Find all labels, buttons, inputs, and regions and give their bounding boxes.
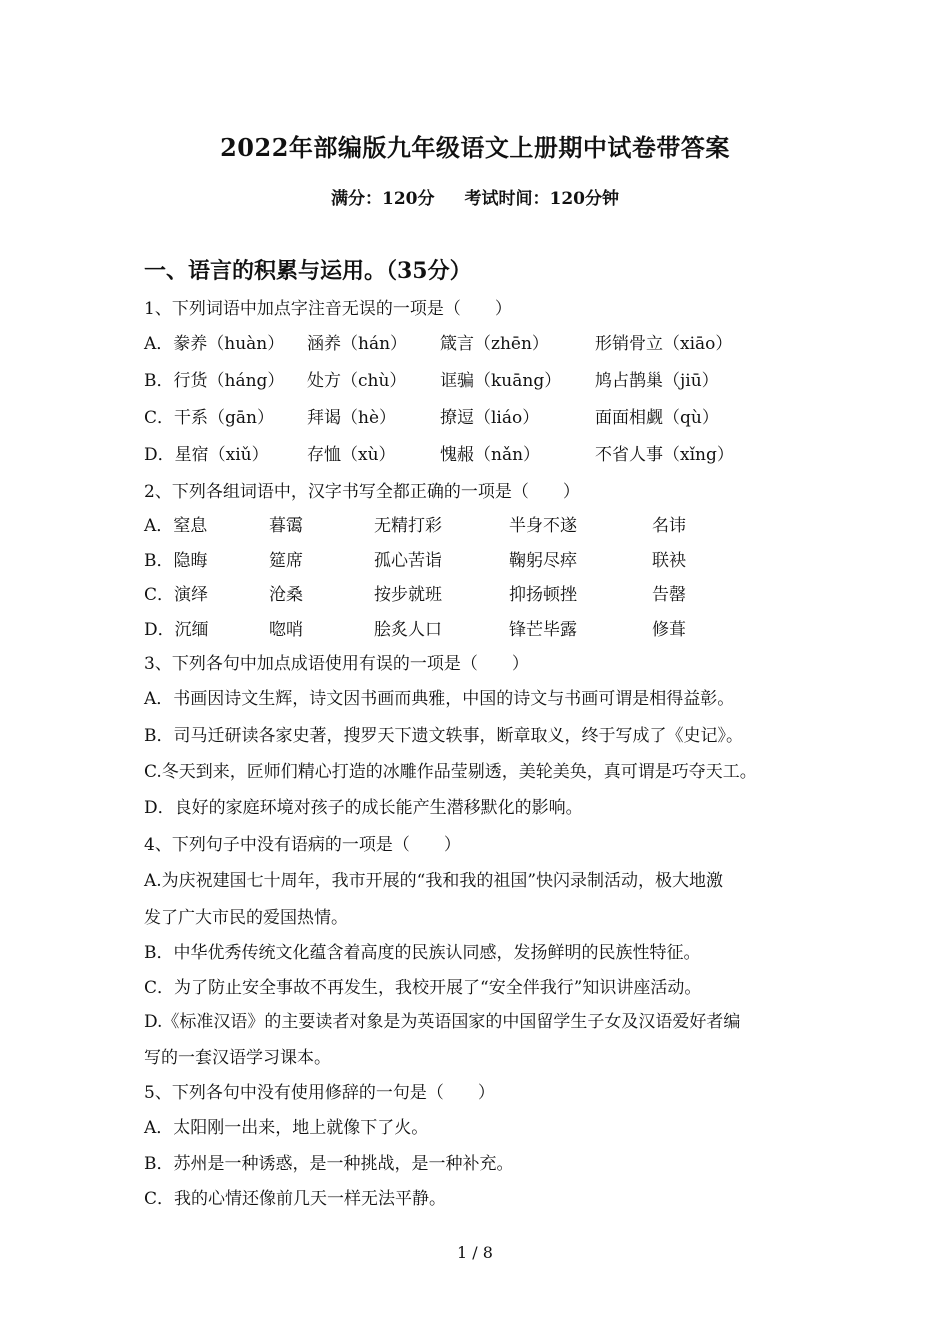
- option-item: 鸠占鹊巢（jiū）: [595, 371, 719, 391]
- option-item: A．窒息: [144, 516, 208, 536]
- option-item: B．行货（háng）: [144, 371, 285, 391]
- option-item: 形销骨立（xiāo）: [595, 334, 733, 354]
- question-4-option-d-line1: D.《标准汉语》的主要读者对象是为英语国家的中国留学生子女及汉语爱好者编: [144, 1012, 741, 1032]
- question-3-option-b: B．司马迁研读各家史著，搜罗天下遗文轶事，断章取义，终于写成了《史记》。: [144, 726, 743, 746]
- option-item: 处方（chù）: [307, 371, 407, 391]
- option-item: 名讳: [652, 516, 686, 536]
- option-item: 愧赧（nǎn）: [440, 445, 541, 465]
- question-2-option-a: [144, 511, 844, 535]
- option-item: 筵席: [269, 551, 303, 571]
- question-4-option-a-line1: A.为庆祝建国七十周年，我市开展的“我和我的祖国”快闪录制活动，极大地激: [144, 871, 724, 891]
- question-1-option-a: [144, 329, 844, 353]
- question-5-option-a: A．太阳刚一出来，地上就像下了火。: [144, 1118, 429, 1138]
- question-4-stem: 4、下列句子中没有语病的一项是（ ）: [144, 835, 461, 855]
- exam-info: [0, 184, 950, 209]
- option-item: 拜谒（hè）: [307, 408, 397, 428]
- option-item: 箴言（zhēn）: [440, 334, 549, 354]
- option-item: B．隐晦: [144, 551, 208, 571]
- option-item: 联袂: [652, 551, 686, 571]
- question-2-option-d: [144, 615, 844, 639]
- question-4-option-a-line2: 发了广大市民的爱国热情。: [144, 908, 348, 928]
- option-item: 唿哨: [269, 620, 303, 640]
- page-title: 2022年部编版九年级语文上册期中试卷带答案: [220, 133, 730, 162]
- option-item: 诓骗（kuāng）: [440, 371, 562, 391]
- option-item: 涵养（hán）: [307, 334, 408, 354]
- option-item: C．干系（gān）: [144, 408, 274, 428]
- question-2-option-b: [144, 546, 844, 570]
- question-1-stem: 1、下列词语中加点字注音无误的一项是（ ）: [144, 299, 512, 319]
- question-3-option-a: A．书画因诗文生辉，诗文因书画而典雅，中国的诗文与书画可谓是相得益彰。: [144, 689, 735, 709]
- full-score: 满分：120分: [331, 189, 435, 209]
- option-item: A．豢养（huàn）: [144, 334, 285, 354]
- option-item: D．星宿（xiǔ）: [144, 445, 269, 465]
- option-item: 沧桑: [269, 585, 303, 605]
- option-item: 锋芒毕露: [509, 620, 577, 640]
- option-item: 不省人事（xǐng）: [595, 445, 734, 465]
- question-1-option-b: [144, 366, 844, 390]
- question-5-stem: 5、下列各句中没有使用修辞的一句是（ ）: [144, 1083, 495, 1103]
- page-number: 1 / 8: [457, 1243, 493, 1262]
- question-2-option-c: [144, 580, 844, 604]
- option-item: 面面相觑（qù）: [595, 408, 719, 428]
- option-item: C．演绎: [144, 585, 209, 605]
- question-1-option-d: [144, 440, 844, 464]
- question-5-option-c: C．我的心情还像前几天一样无法平静。: [144, 1189, 447, 1209]
- option-item: 孤心苦诣: [374, 551, 442, 571]
- question-2-stem: 2、下列各组词语中，汉字书写全都正确的一项是（ ）: [144, 482, 580, 502]
- option-item: 鞠躬尽瘁: [509, 551, 577, 571]
- question-4-option-d-line2: 写的一套汉语学习课本。: [144, 1048, 331, 1068]
- question-1-option-c: [144, 403, 844, 427]
- question-3-stem: 3、下列各句中加点成语使用有误的一项是（ ）: [144, 654, 529, 674]
- option-item: 告罄: [652, 585, 686, 605]
- question-3-option-d: D．良好的家庭环境对孩子的成长能产生潜移默化的影响。: [144, 798, 583, 818]
- option-item: 暮霭: [269, 516, 303, 536]
- option-item: 存恤（xù）: [307, 445, 396, 465]
- section-heading: 一、语言的积累与运用。（35分）: [144, 258, 472, 284]
- option-item: 半身不遂: [509, 516, 577, 536]
- option-item: 抑扬顿挫: [509, 585, 577, 605]
- question-4-option-c: C．为了防止安全事故不再发生，我校开展了“安全伴我行”知识讲座活动。: [144, 978, 702, 998]
- option-item: 修葺: [652, 620, 686, 640]
- exam-time: 考试时间：120分钟: [464, 189, 619, 209]
- option-item: 脍炙人口: [374, 620, 442, 640]
- option-item: 按步就班: [374, 585, 442, 605]
- option-item: 无精打彩: [374, 516, 442, 536]
- option-item: 撩逗（liáo）: [440, 408, 540, 428]
- option-item: D．沉缅: [144, 620, 209, 640]
- question-3-option-c: C.冬天到来，匠师们精心打造的冰雕作品莹剔透，美轮美奂，真可谓是巧夺天工。: [144, 762, 757, 782]
- question-4-option-b: B．中华优秀传统文化蕴含着高度的民族认同感，发扬鲜明的民族性特征。: [144, 943, 701, 963]
- question-5-option-b: B．苏州是一种诱惑，是一种挑战，是一种补充。: [144, 1154, 514, 1174]
